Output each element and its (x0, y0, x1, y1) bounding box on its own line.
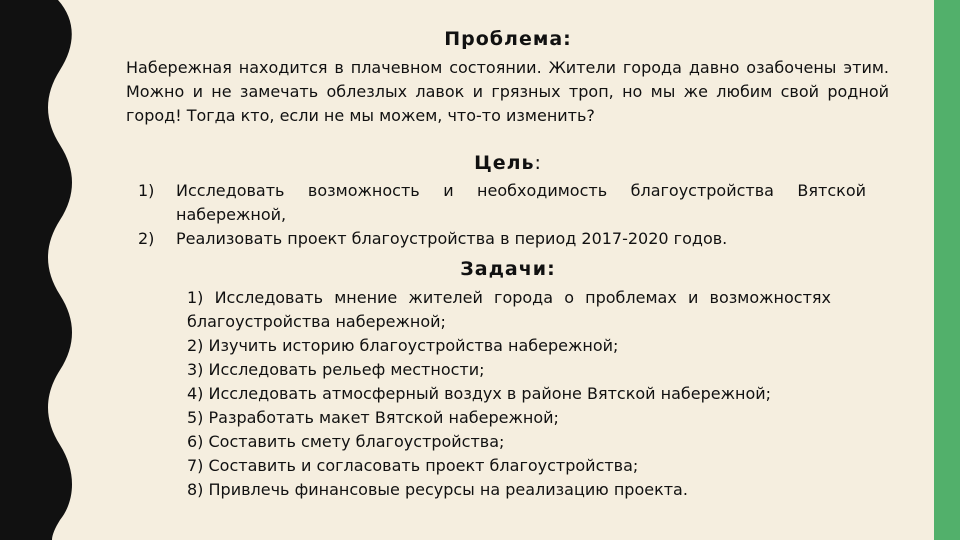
goal-heading (120, 152, 896, 174)
goal-item-text: Исследовать возможность и необходимость благоустройства Вятской набережной, (176, 181, 866, 224)
task-item: 8) Привлечь финансовые ресурсы на реализацию проекта. (187, 480, 688, 499)
task-item: 1) Исследовать мнение жителей города о проблемах и возможностях благоустройства набережной; (187, 288, 831, 331)
goal-item-text: Реализовать проект благоустройства в период 2017-2020 годов. (176, 229, 728, 248)
goal-item-number: 2) (138, 229, 155, 248)
tasks-list (187, 286, 831, 502)
task-item: 4) Исследовать атмосферный воздух в районе Вятской набережной; (187, 384, 772, 403)
goal-item-number: 1) (138, 181, 155, 200)
goal-list (138, 179, 866, 251)
goal-item (138, 179, 866, 227)
goal-heading-colon: : (534, 152, 542, 174)
task-item: 7) Составить и согласовать проект благоустройства; (187, 456, 639, 475)
problem-heading: Проблема: (444, 28, 572, 50)
goal-item (138, 227, 866, 251)
right-accent-bar (934, 0, 960, 540)
goal-heading-label: Цель (474, 152, 535, 174)
task-item: 2) Изучить историю благоустройства набережной; (187, 336, 619, 355)
task-item: 3) Исследовать рельеф местности; (187, 360, 485, 379)
tasks-heading: Задачи: (460, 258, 556, 280)
task-item: 6) Составить смету благоустройства; (187, 432, 505, 451)
task-item: 5) Разработать макет Вятской набережной; (187, 408, 559, 427)
problem-text: Набережная находится в плачевном состоянии. Жители города давно озабочены этим. Можно и не замечать облезлых лавок и грязных троп, но мы же любим свой родной город! Тогда кто, если не мы можем, что-то изменить? (126, 58, 889, 125)
left-decorative-edge (0, 0, 80, 540)
